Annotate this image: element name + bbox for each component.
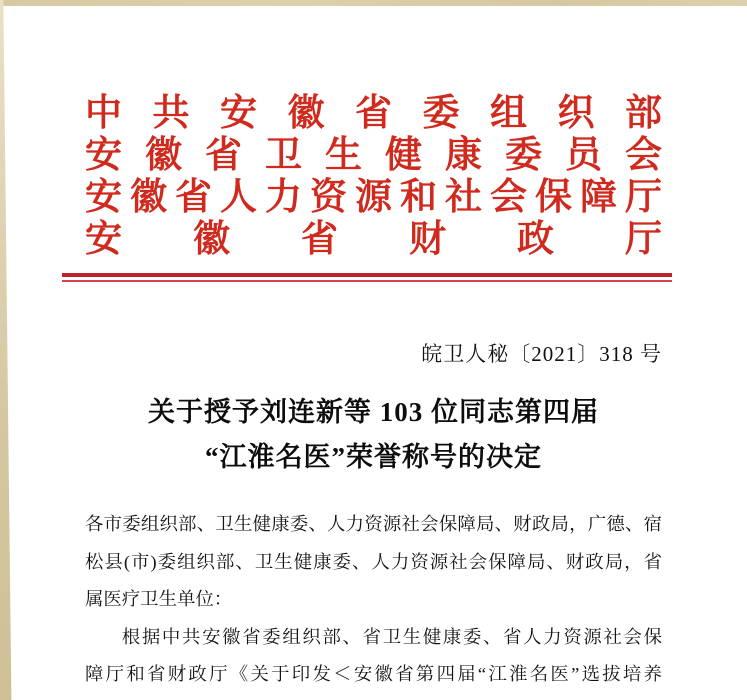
letterhead-char: 卫 [265, 134, 302, 176]
letterhead-char: 省 [175, 176, 212, 218]
letterhead-char: 委 [422, 92, 460, 134]
letterhead-line-4 [85, 218, 662, 260]
letterhead-line-1 [85, 92, 662, 134]
letterhead-char: 力 [265, 176, 302, 218]
letterhead-char: 员 [565, 134, 602, 176]
letterhead-char: 中 [85, 92, 122, 134]
letterhead-char: 健 [385, 134, 422, 176]
document-title-line-1: 关于授予刘连新等 103 位同志第四届 [148, 397, 599, 427]
letterhead-char: 织 [557, 92, 595, 134]
document-number: 皖卫人秘〔2021〕318 号 [421, 342, 662, 366]
letterhead-char: 徽 [287, 92, 325, 134]
red-divider-rule [62, 273, 672, 282]
letterhead [85, 92, 662, 260]
letterhead-line-2 [85, 134, 662, 176]
letterhead-char: 徽 [193, 218, 230, 260]
letterhead-char: 人 [220, 176, 257, 218]
letterhead-char: 保 [535, 176, 572, 218]
letterhead-char: 安 [85, 218, 122, 260]
letterhead-char: 生 [325, 134, 362, 176]
letterhead-char: 省 [301, 218, 338, 260]
letterhead-char: 省 [205, 134, 242, 176]
scan-edge-left [0, 0, 12, 700]
body-paragraph1-line3: 属医疗卫生单位： [85, 589, 233, 610]
letterhead-char: 厅 [625, 176, 662, 218]
letterhead-char: 政 [517, 218, 554, 260]
letterhead-char: 委 [505, 134, 542, 176]
letterhead-char: 安 [220, 92, 257, 134]
document-body [85, 506, 662, 694]
letterhead-char: 障 [580, 176, 617, 218]
letterhead-char: 资 [310, 176, 347, 218]
letterhead-char: 部 [625, 92, 662, 134]
letterhead-char: 社 [445, 176, 482, 218]
letterhead-char: 省 [355, 92, 392, 134]
letterhead-char: 康 [445, 134, 482, 176]
body-paragraph1-line2: 松县(市)委组织部、卫生健康委、人力资源社会保障局、财政局，省 [85, 551, 662, 572]
document-title-line-2: “江淮名医”荣誉称号的决定 [205, 442, 542, 472]
body-paragraph1-line1: 各市委组织部、卫生健康委、人力资源社会保障局、财政局，广德、宿 [85, 514, 662, 534]
body-paragraph2-line2: 障厅和省财政厅《关于印发＜安徽省第四届“江淮名医”选拔培养 [85, 664, 662, 685]
letterhead-char: 徽 [130, 176, 167, 218]
letterhead-char: 财 [409, 218, 446, 260]
letterhead-char: 安 [85, 176, 122, 218]
letterhead-char: 和 [400, 176, 437, 218]
letterhead-char: 组 [490, 92, 527, 134]
letterhead-char: 徽 [145, 134, 182, 176]
letterhead-char: 安 [85, 134, 122, 176]
letterhead-char: 会 [625, 134, 662, 176]
letterhead-line-3 [85, 176, 662, 218]
document-title [0, 390, 747, 480]
letterhead-char: 共 [152, 92, 190, 134]
body-paragraph2-line1: 根据中共安徽省委组织部、省卫生健康委、省人力资源社会保 [121, 626, 662, 647]
letterhead-char: 会 [490, 176, 527, 218]
scan-edge-top [0, 0, 747, 6]
letterhead-char: 厅 [625, 218, 662, 260]
letterhead-char: 源 [355, 176, 392, 218]
